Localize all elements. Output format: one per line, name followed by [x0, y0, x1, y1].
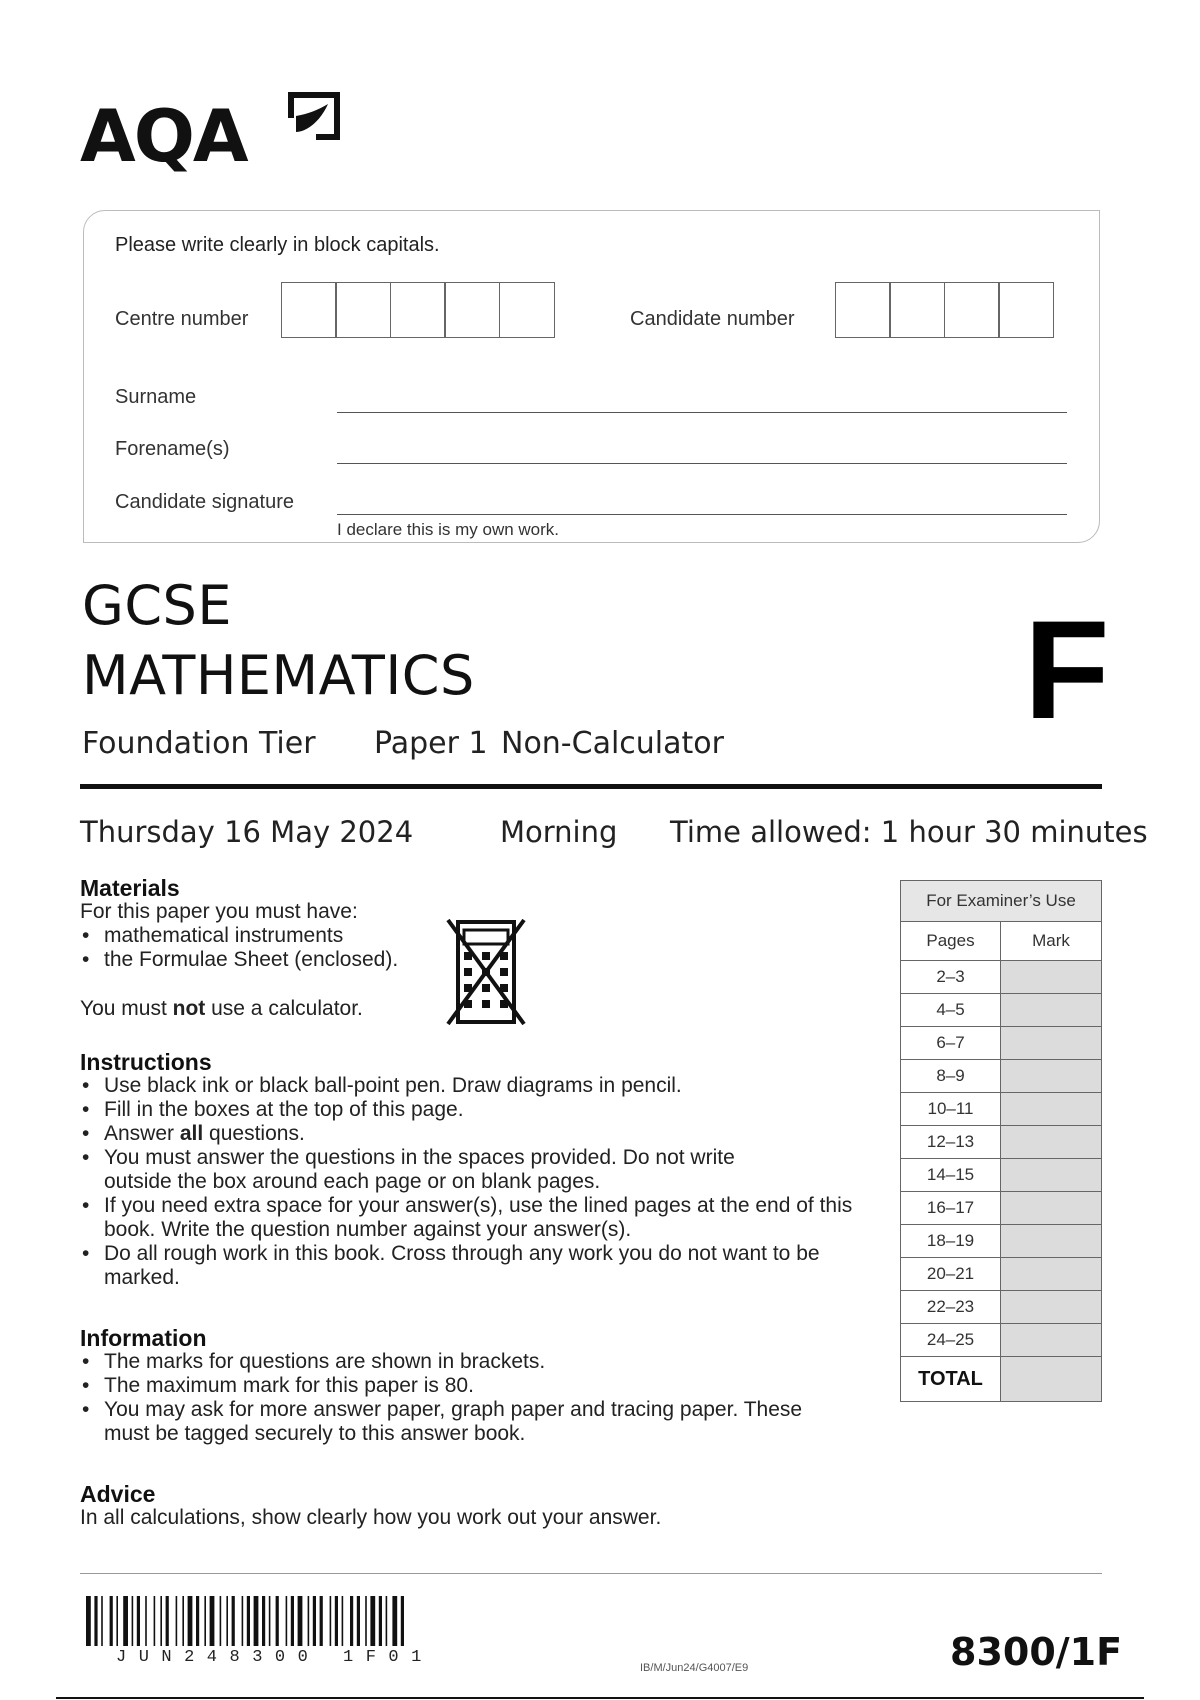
instructions-heading: Instructions [80, 1049, 212, 1075]
pages-cell: 14–15 [901, 1159, 1001, 1192]
mark-cell[interactable] [1001, 994, 1102, 1027]
pages-cell: 6–7 [901, 1027, 1001, 1060]
mark-cell[interactable] [1001, 1126, 1102, 1159]
table-row [901, 1291, 1102, 1324]
mark-cell[interactable] [1001, 1027, 1102, 1060]
reference-code: IB/M/Jun24/G4007/E9 [640, 1662, 749, 1674]
pages-cell: 2–3 [901, 961, 1001, 994]
materials-intro: For this paper you must have: [80, 900, 358, 923]
table-row [901, 1060, 1102, 1093]
centre-digit-box[interactable] [499, 282, 555, 338]
aqa-logo [80, 88, 350, 188]
logo-text: AQA [80, 94, 247, 178]
advice-text: In all calculations, show clearly how you work out your answer. [80, 1506, 662, 1529]
pages-cell: 4–5 [901, 994, 1001, 1027]
mark-cell[interactable] [1001, 1060, 1102, 1093]
signature-label: Candidate signature [115, 491, 295, 513]
barcode-icon [86, 1596, 496, 1652]
information-list [80, 1350, 820, 1446]
pages-cell: 24–25 [901, 1324, 1001, 1357]
paper-number: Paper 1 [374, 726, 488, 761]
surname-label: Surname [115, 386, 197, 408]
table-row [901, 1027, 1102, 1060]
aqa-mark-icon [286, 88, 342, 144]
table-row [901, 1258, 1102, 1291]
tier-name: Foundation Tier [82, 726, 316, 761]
tier-letter: F [1024, 591, 1110, 748]
materials-list [80, 924, 440, 972]
centre-digit-box[interactable] [444, 282, 500, 338]
list-item: • If you need extra space for your answer(s), use the lined pages at the end of this book. Write the question number against your answer(s). [80, 1194, 870, 1242]
list-item: • mathematical instruments [80, 924, 440, 948]
materials-heading: Materials [80, 875, 180, 901]
table-row [901, 961, 1102, 994]
pages-cell: 20–21 [901, 1258, 1001, 1291]
exam-session: Morning [500, 815, 618, 849]
centre-number-boxes [282, 282, 555, 338]
pages-cell: 16–17 [901, 1192, 1001, 1225]
pages-cell: 12–13 [901, 1126, 1001, 1159]
list-item: • The marks for questions are shown in brackets. [80, 1350, 820, 1374]
pages-cell: 10–11 [901, 1093, 1001, 1126]
list-item: • You may ask for more answer paper, graph paper and tracing paper. These must be tagged securely to this answer book. [80, 1398, 820, 1446]
paper-type: Non-Calculator [501, 726, 724, 761]
surname-line[interactable] [337, 412, 1067, 413]
advice-section [80, 1482, 880, 1530]
table-row [901, 1192, 1102, 1225]
pages-cell: 18–19 [901, 1225, 1001, 1258]
mark-cell[interactable] [1001, 1192, 1102, 1225]
pages-cell: 8–9 [901, 1060, 1001, 1093]
table-row [901, 1225, 1102, 1258]
list-item: • the Formulae Sheet (enclosed). [80, 948, 440, 972]
subject-title: MATHEMATICS [82, 644, 475, 707]
exam-date: Thursday 16 May 2024 [80, 815, 414, 849]
advice-heading: Advice [80, 1481, 156, 1507]
barcode-text: JUN248300 1F01 [116, 1648, 434, 1667]
pages-cell: 22–23 [901, 1291, 1001, 1324]
mark-cell[interactable] [1001, 1291, 1102, 1324]
materials-section [80, 876, 440, 1021]
forenames-label: Forename(s) [115, 438, 230, 460]
mark-cell[interactable] [1001, 1225, 1102, 1258]
examiner-use-table [900, 880, 1102, 1402]
candidate-digit-box[interactable] [944, 282, 1000, 338]
candidate-number-label: Candidate number [630, 308, 795, 330]
block-capitals-instruction: Please write clearly in block capitals. [115, 234, 440, 256]
mark-cell[interactable] [1001, 1093, 1102, 1126]
declaration-text: I declare this is my own work. [337, 520, 560, 539]
candidate-digit-box[interactable] [998, 282, 1054, 338]
centre-digit-box[interactable] [390, 282, 446, 338]
mark-column-header: Mark [1001, 922, 1102, 961]
candidate-number-boxes [836, 282, 1054, 338]
footer-divider [80, 1573, 1102, 1574]
list-item: • Use black ink or black ball-point pen. Draw diagrams in pencil. [80, 1074, 870, 1098]
total-mark-cell[interactable] [1001, 1357, 1102, 1402]
mark-cell[interactable] [1001, 961, 1102, 994]
calculator-notice: You must not use a calculator. [80, 997, 363, 1020]
paper-code: 8300/1F [950, 1630, 1123, 1674]
title-divider [80, 784, 1102, 789]
centre-digit-box[interactable] [335, 282, 391, 338]
centre-digit-box[interactable] [281, 282, 337, 338]
candidate-digit-box[interactable] [889, 282, 945, 338]
list-item: • Do all rough work in this book. Cross through any work you do not want to be marked. [80, 1242, 874, 1290]
centre-number-label: Centre number [115, 308, 249, 330]
information-section [80, 1326, 820, 1446]
information-heading: Information [80, 1325, 207, 1351]
total-label: TOTAL [901, 1357, 1001, 1402]
list-item: • The maximum mark for this paper is 80. [80, 1374, 820, 1398]
table-row [901, 1126, 1102, 1159]
list-item: • You must answer the questions in the spaces provided. Do not write outside the box around each page or on blank pages. [80, 1146, 794, 1194]
pages-column-header: Pages [901, 922, 1001, 961]
candidate-digit-box[interactable] [835, 282, 891, 338]
no-calculator-icon [446, 918, 526, 1026]
table-row [901, 1093, 1102, 1126]
forenames-line[interactable] [337, 463, 1067, 464]
signature-line[interactable] [337, 514, 1067, 515]
list-item: • Fill in the boxes at the top of this page. [80, 1098, 870, 1122]
list-item: • Answer all questions. [80, 1122, 870, 1146]
table-row [901, 994, 1102, 1027]
mark-cell[interactable] [1001, 1159, 1102, 1192]
instructions-section [80, 1050, 870, 1290]
instructions-list [80, 1074, 870, 1290]
table-row [901, 1159, 1102, 1192]
mark-cell[interactable] [1001, 1258, 1102, 1291]
mark-cell[interactable] [1001, 1324, 1102, 1357]
time-allowed: Time allowed: 1 hour 30 minutes [670, 815, 1148, 849]
bottom-rule [56, 1697, 1144, 1699]
examiner-table-title: For Examiner’s Use [901, 881, 1102, 922]
qualification-title: GCSE [82, 574, 232, 637]
table-row [901, 1324, 1102, 1357]
